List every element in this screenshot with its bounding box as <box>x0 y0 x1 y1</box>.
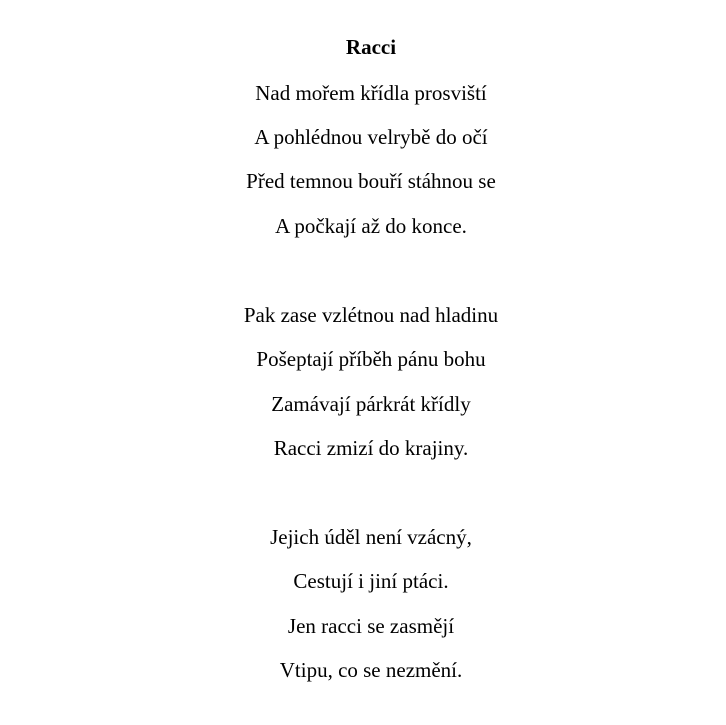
poem-line: A pohlédnou velrybě do očí <box>254 125 488 149</box>
poem-line: Vtipu, co se nezmění. <box>279 658 463 682</box>
poem-line: Zamávají párkrát křídly <box>271 392 471 416</box>
poem-line: Nad mořem křídla prosviští <box>255 81 487 105</box>
poem-line: Jejich úděl není vzácný, <box>270 525 472 549</box>
poem-line: Jen racci se zasmějí <box>287 614 455 638</box>
poem-line: Pošeptají příběh pánu bohu <box>256 347 486 371</box>
poem-line: Racci zmizí do krajiny. <box>273 436 469 460</box>
poem-line: Pak zase vzlétnou nad hladinu <box>243 303 499 327</box>
poem-title: Racci <box>345 35 397 59</box>
poem-line: Cestují i jiní ptáci. <box>293 569 449 593</box>
poem-line: Před temnou bouří stáhnou se <box>246 169 496 193</box>
poem-line: A počkají až do konce. <box>275 214 467 238</box>
